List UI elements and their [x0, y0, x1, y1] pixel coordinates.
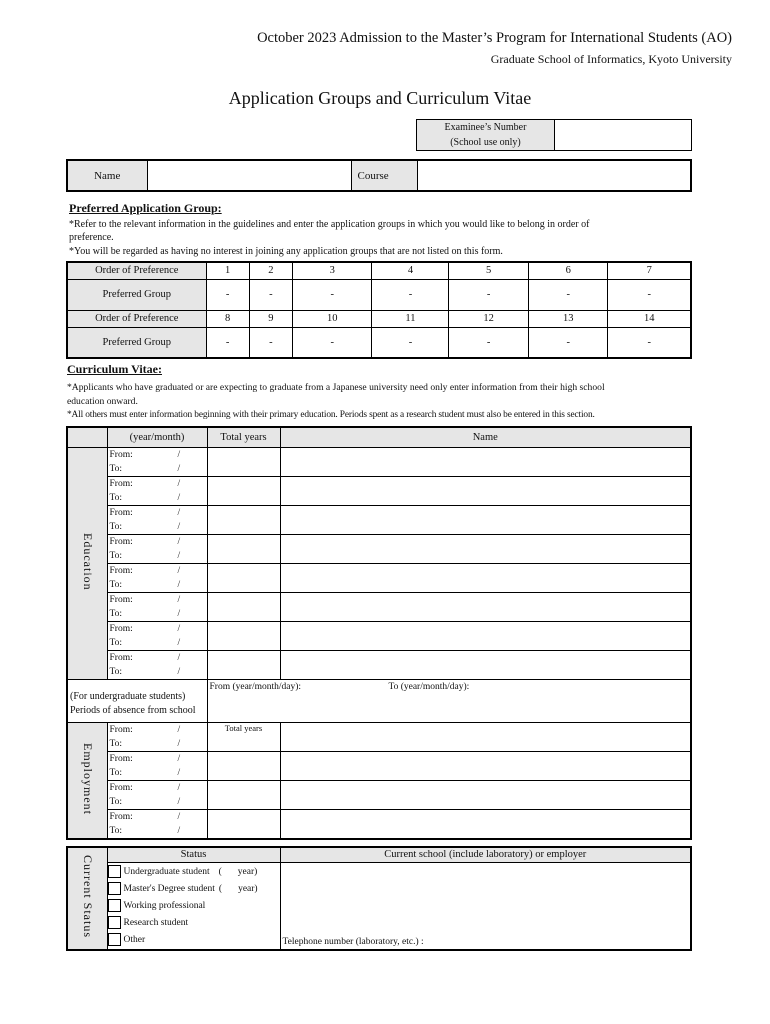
- slash: /: [177, 623, 181, 634]
- status-option-other[interactable]: [108, 932, 280, 949]
- slash: /: [177, 492, 181, 503]
- checkbox[interactable]: [108, 933, 121, 946]
- slash: /: [177, 637, 181, 648]
- slash: /: [177, 782, 181, 793]
- slash: /: [177, 507, 181, 518]
- preferred-group-field[interactable]: -: [249, 327, 292, 358]
- status-col-header: Status: [107, 847, 280, 862]
- preferred-group-field[interactable]: -: [372, 327, 449, 358]
- name-label: Name: [67, 160, 147, 191]
- slash: /: [177, 579, 181, 590]
- total-years-field[interactable]: [207, 563, 280, 592]
- slash: /: [177, 521, 181, 532]
- order-label-2: Order of Preference: [67, 310, 206, 327]
- preferred-group-field[interactable]: -: [206, 327, 249, 358]
- cv-note-1a: *Applicants who have graduated or are expecting to graduate from a Japanese university need only enter information from their high school: [67, 382, 605, 393]
- period-cell[interactable]: [107, 780, 207, 809]
- total-years-field[interactable]: [207, 476, 280, 505]
- preferred-group-field[interactable]: -: [372, 279, 449, 310]
- to-label: To:: [109, 550, 123, 561]
- absence-label-cell: [67, 679, 207, 722]
- status-option-label: Working professional: [123, 900, 206, 911]
- preferred-group-label-1: Preferred Group: [67, 279, 206, 310]
- period-cell[interactable]: [107, 563, 207, 592]
- total-years-field[interactable]: [207, 780, 280, 809]
- cv-col-period: (year/month): [107, 427, 207, 447]
- status-option-label: Master's Degree student: [123, 883, 215, 894]
- from-label: From:: [109, 594, 133, 605]
- institution-name-field[interactable]: [280, 809, 691, 839]
- from-label: From:: [109, 811, 133, 822]
- slash: /: [177, 536, 181, 547]
- status-option-research[interactable]: [108, 915, 280, 932]
- period-cell[interactable]: [107, 534, 207, 563]
- to-label: To:: [109, 825, 123, 836]
- total-years-field[interactable]: [207, 505, 280, 534]
- absence-to-label: To (year/month/day):: [388, 681, 470, 692]
- status-option-masters[interactable]: [108, 881, 280, 898]
- total-years-field[interactable]: [207, 751, 280, 780]
- order-label-1: Order of Preference: [67, 262, 206, 279]
- to-label: To:: [109, 796, 123, 807]
- order-number: 10: [292, 310, 372, 327]
- order-number: 4: [372, 262, 449, 279]
- course-field[interactable]: [417, 160, 691, 191]
- slash: /: [177, 652, 181, 663]
- header-program-line: October 2023 Admission to the Master’s Program for International Students (AO): [257, 30, 732, 46]
- period-cell[interactable]: [107, 447, 207, 476]
- period-cell[interactable]: [107, 722, 207, 751]
- absence-dates-field[interactable]: [207, 679, 691, 722]
- total-years-label: Total years: [224, 722, 263, 733]
- to-label: To:: [109, 492, 123, 503]
- slash: /: [177, 594, 181, 605]
- to-label: To:: [109, 579, 123, 590]
- institution-name-field[interactable]: [280, 780, 691, 809]
- to-label: To:: [109, 666, 123, 677]
- to-label: To:: [109, 738, 123, 749]
- preferred-group-field[interactable]: -: [292, 327, 372, 358]
- education-side-label: [67, 447, 107, 679]
- institution-name-field[interactable]: [280, 722, 691, 751]
- status-option-label: Research student: [123, 917, 189, 928]
- order-number: 14: [608, 310, 691, 327]
- preferred-group-field[interactable]: -: [449, 279, 529, 310]
- preferred-note-1a: *Refer to the relevant information in the guidelines and enter the application groups in which you would like to belong in order of: [69, 219, 590, 230]
- preferred-group-field[interactable]: -: [206, 279, 249, 310]
- checkbox[interactable]: [108, 882, 121, 895]
- order-number: 11: [372, 310, 449, 327]
- to-label: To:: [109, 463, 123, 474]
- to-label: To:: [109, 637, 123, 648]
- slash: /: [177, 666, 181, 677]
- institution-name-field[interactable]: [280, 505, 691, 534]
- institution-name-field[interactable]: [280, 476, 691, 505]
- current-status-table: [66, 846, 692, 951]
- total-years-field[interactable]: [207, 592, 280, 621]
- period-cell[interactable]: [107, 650, 207, 679]
- status-option-label: Other: [123, 934, 146, 945]
- preferred-group-table: [66, 261, 692, 359]
- year-suffix: year): [237, 866, 258, 877]
- examinee-label-line1: Examinee’s Number: [444, 122, 527, 133]
- slash: /: [177, 767, 181, 778]
- order-number: 5: [449, 262, 529, 279]
- to-label: To:: [109, 608, 123, 619]
- total-years-field[interactable]: [207, 447, 280, 476]
- total-years-field[interactable]: [207, 534, 280, 563]
- cv-note-1b: education onward.: [67, 396, 138, 407]
- slash: /: [177, 724, 181, 735]
- preferred-group-field[interactable]: -: [528, 279, 608, 310]
- order-number: 2: [249, 262, 292, 279]
- employment-side-label: [67, 722, 107, 839]
- preferred-group-field[interactable]: -: [292, 279, 372, 310]
- preferred-group-heading: Preferred Application Group:: [69, 201, 222, 215]
- period-cell[interactable]: [107, 751, 207, 780]
- status-option-undergraduate[interactable]: [108, 864, 280, 881]
- paren-open: (: [218, 883, 223, 894]
- preferred-group-field[interactable]: -: [528, 327, 608, 358]
- order-number: 3: [292, 262, 372, 279]
- identity-table: [66, 159, 692, 192]
- checkbox[interactable]: [108, 899, 121, 912]
- slash: /: [177, 738, 181, 749]
- preferred-note-2: *You will be regarded as having no interest in joining any application groups that are not listed on this form.: [69, 246, 503, 257]
- slash: /: [177, 478, 181, 489]
- absence-from-label: From (year/month/day):: [209, 681, 302, 692]
- from-label: From:: [109, 724, 133, 735]
- from-label: From:: [109, 565, 133, 576]
- preferred-group-field[interactable]: -: [449, 327, 529, 358]
- slash: /: [177, 449, 181, 460]
- from-label: From:: [109, 623, 133, 634]
- period-cell[interactable]: [107, 476, 207, 505]
- status-option-working[interactable]: [108, 898, 280, 915]
- school-col-header: Current school (include laboratory) or employer: [280, 847, 691, 862]
- order-number: 8: [206, 310, 249, 327]
- institution-name-field[interactable]: [280, 751, 691, 780]
- preferred-group-field[interactable]: -: [249, 279, 292, 310]
- slash: /: [177, 550, 181, 561]
- status-option-label: Undergraduate student: [123, 866, 210, 877]
- institution-name-field[interactable]: [280, 592, 691, 621]
- institution-name-field[interactable]: [280, 621, 691, 650]
- absence-label-line1: (For undergraduate students): [70, 690, 186, 702]
- checkbox[interactable]: [108, 916, 121, 929]
- slash: /: [177, 796, 181, 807]
- current-status-side-text: Current Status: [80, 855, 95, 939]
- slash: /: [177, 825, 181, 836]
- checkbox[interactable]: [108, 865, 121, 878]
- examinee-number-table: [416, 119, 692, 151]
- from-label: From:: [109, 536, 133, 547]
- from-label: From:: [109, 507, 133, 518]
- cv-heading: Curriculum Vitae:: [67, 362, 162, 376]
- to-label: To:: [109, 521, 123, 532]
- order-number: 1: [206, 262, 249, 279]
- institution-name-field[interactable]: [280, 563, 691, 592]
- course-label: Course: [351, 160, 417, 191]
- current-school-field[interactable]: [280, 862, 691, 950]
- total-years-field[interactable]: [207, 722, 280, 751]
- period-cell[interactable]: [107, 809, 207, 839]
- institution-name-field[interactable]: [280, 650, 691, 679]
- total-years-field[interactable]: [207, 809, 280, 839]
- examinee-number-field[interactable]: [555, 120, 692, 151]
- preferred-group-label-2: Preferred Group: [67, 327, 206, 358]
- slash: /: [177, 753, 181, 764]
- slash: /: [177, 565, 181, 576]
- year-suffix: year): [238, 883, 258, 894]
- preferred-note-1b: preference.: [69, 232, 114, 243]
- header-school-line: Graduate School of Informatics, Kyoto University: [490, 52, 732, 66]
- from-label: From:: [109, 449, 133, 460]
- cv-note-2: *All others must enter information beginning with their primary education. Periods spent as a research student must also be entered in this section.: [67, 410, 595, 420]
- from-label: From:: [109, 478, 133, 489]
- name-field[interactable]: [147, 160, 351, 191]
- employment-side-text: Employment: [80, 742, 95, 815]
- order-number: 13: [528, 310, 608, 327]
- education-side-text: Education: [80, 532, 95, 591]
- current-status-side-label: [67, 847, 107, 950]
- order-number: 12: [449, 310, 529, 327]
- period-cell[interactable]: [107, 621, 207, 650]
- order-number: 7: [608, 262, 691, 279]
- status-options-cell: [107, 862, 280, 950]
- to-label: To:: [109, 767, 123, 778]
- institution-name-field[interactable]: [280, 447, 691, 476]
- page-title: Application Groups and Curriculum Vitae: [228, 88, 532, 108]
- examinee-number-label: [417, 120, 555, 151]
- total-years-field[interactable]: [207, 621, 280, 650]
- institution-name-field[interactable]: [280, 534, 691, 563]
- from-label: From:: [109, 652, 133, 663]
- order-number: 6: [528, 262, 608, 279]
- absence-label-line2: Periods of absence from school: [70, 704, 196, 716]
- slash: /: [177, 608, 181, 619]
- cv-col-total: Total years: [207, 427, 280, 447]
- slash: /: [177, 463, 181, 474]
- total-years-field[interactable]: [207, 650, 280, 679]
- cv-table: [66, 426, 692, 840]
- from-label: From:: [109, 753, 133, 764]
- order-number: 9: [249, 310, 292, 327]
- cv-col-name: Name: [280, 427, 691, 447]
- preferred-group-field[interactable]: -: [608, 279, 691, 310]
- cv-corner-cell: [67, 427, 107, 447]
- examinee-label-line2: (School use only): [450, 137, 521, 148]
- period-cell[interactable]: [107, 505, 207, 534]
- period-cell[interactable]: [107, 592, 207, 621]
- preferred-group-field[interactable]: -: [608, 327, 691, 358]
- slash: /: [177, 811, 181, 822]
- telephone-label: Telephone number (laboratory, etc.) :: [282, 936, 424, 947]
- paren-open: (: [218, 866, 222, 877]
- from-label: From:: [109, 782, 133, 793]
